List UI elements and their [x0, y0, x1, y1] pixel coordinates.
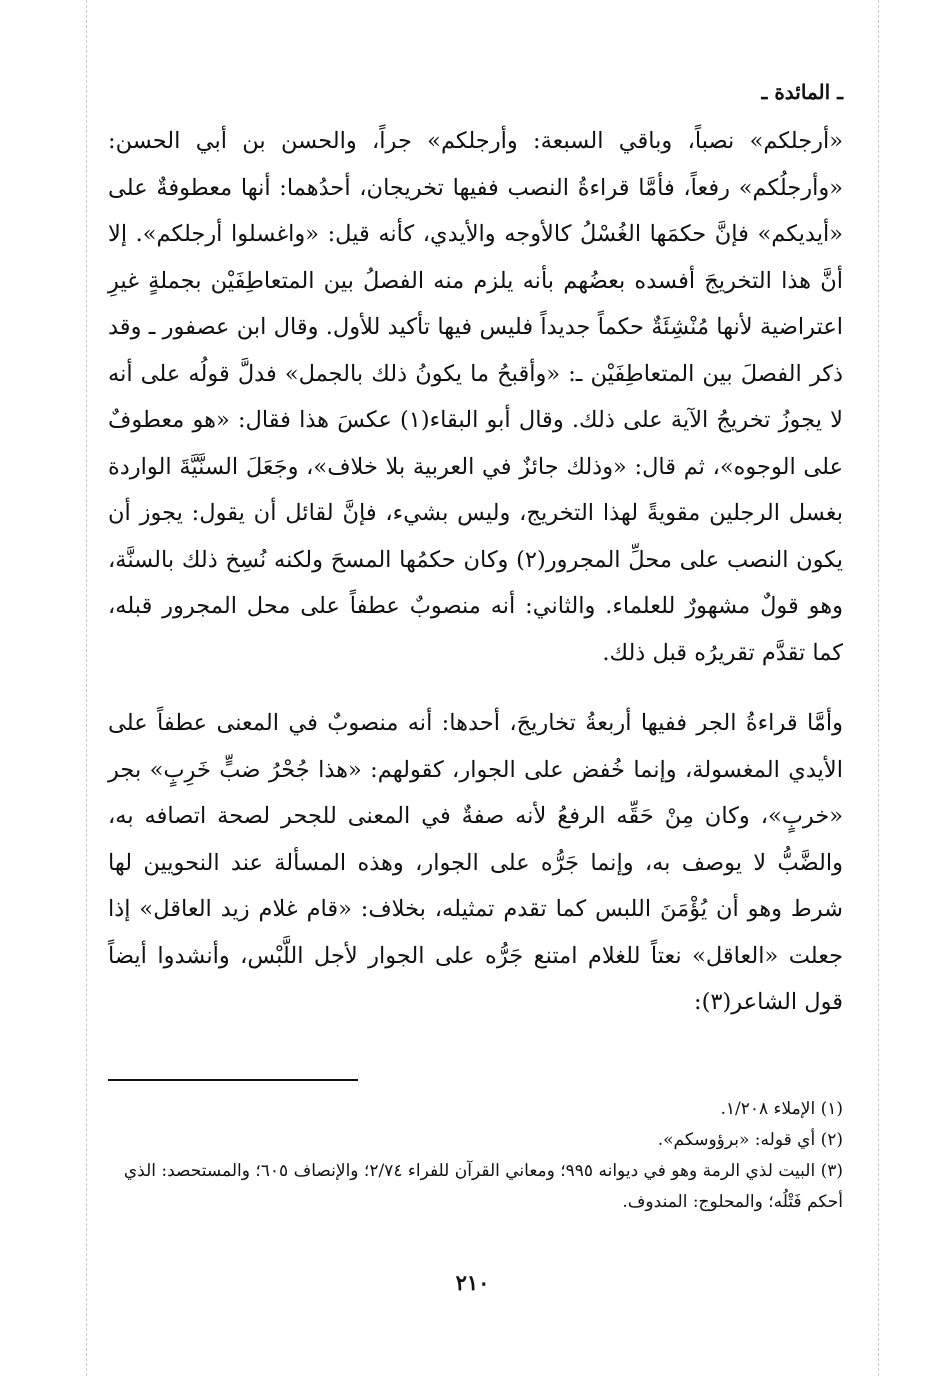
footnote-3: (٣) البيت لذي الرمة وهو في ديوانه ٩٩٥؛ ومعاني القرآن للفراء ٢/٧٤؛ والإنصاف ٦٠٥؛ والمستحصد: الذي أحكم فَتْلُه؛ والمحلوج: المندوف. [123, 1161, 843, 1212]
page-body [108, 80, 843, 1026]
footnotes [108, 1094, 843, 1218]
scan-guide-right [878, 0, 879, 1376]
main-text [108, 118, 843, 1026]
footnote-2: (٢) أي قوله: «برؤوسكم». [657, 1130, 843, 1150]
page-number: ٢١٠ [455, 1270, 490, 1295]
paragraph-2: وأمَّا قراءةُ الجر ففيها أربعةُ تخاريجَ، أحدها: أنه منصوبٌ في المعنى عطفاً على الأيدي المغسولة، وإنما خُفض على الجوار، كقولهم: «هذا جُحْرُ ضبٍّ خَرِبٍ» بجر «خربٍ»، وكان مِنْ حَقِّه الرفعُ لأنه صفةٌ في المعنى للجحر لصحة اتصافه به، والضَّبُّ لا يوصف به، وإنما جَرُّه على الجوار، وهذه المسألة عند النحويين لها شرط وهو أن يُؤْمَنَ اللبس كما تقدم تمثيله، بخلاف: «قام غلام زيد العاقل» إذا جعلت «العاقل» نعتاً للغلام امتنع جَرُّه على الجوار لأجل اللَّبْس، وأنشدوا أيضاً قول الشاعر(٣): [108, 710, 843, 1015]
running-header: ـ المائدة ـ [761, 80, 843, 104]
paragraph-1: «أرجلكم» نصباً، وباقي السبعة: وأرجلكم» جراً، والحسن بن أبي الحسن: «وأرجلُكم» رفعاً، فأمَّا قراءةُ النصب ففيها تخريجان، أحدُهما: أنها معطوفةٌ على «أيديكم» فإنَّ حكمَها الغُسْلُ كالأوجه والأيدي، كأنه قيل: «واغسلوا أرجلكم». إلا أنَّ هذا التخريجَ أفسده بعضُهم بأنه يلزم منه الفصلُ بين المتعاطِفَيْن بجملةٍ غيرِ اعتراضية لأنها مُنْشِئَةٌ حكماً جديداً فليس فيها تأكيد للأول. وقال ابن عصفور ـ وقد ذكر الفصلَ بين المتعاطِفَيْن ـ: «وأقبحُ ما يكونُ ذلك بالجمل» فدلَّ قولُه على أنه لا يجوزُ تخريجُ الآية على ذلك. وقال أبو البقاء(١) عكسَ هذا فقال: «هو معطوفٌ على الوجوه»، ثم قال: «وذلك جائزٌ في العربية بلا خلاف»، وجَعَلَ السنَّيَّةَ الواردة بغسل الرجلين مقويةً لهذا التخريج، وليس بشيء، فإنَّ لقائل أن يقول: يجوز أن يكون النصب على محلِّ المجرور(٢) وكان حكمُها المسحَ ولكنه نُسِخ ذلك بالسنَّة، وهو قولٌ مشهورٌ للعلماء. والثاني: أنه منصوبٌ عطفاً على محل المجرور قبله، كما تقدَّم تقريرُه قبل ذلك. [108, 128, 843, 666]
footnote-separator [108, 1079, 358, 1081]
footnote-1: (١) الإملاء ١/٢٠٨. [720, 1099, 843, 1119]
scan-guide-left [86, 0, 87, 1376]
